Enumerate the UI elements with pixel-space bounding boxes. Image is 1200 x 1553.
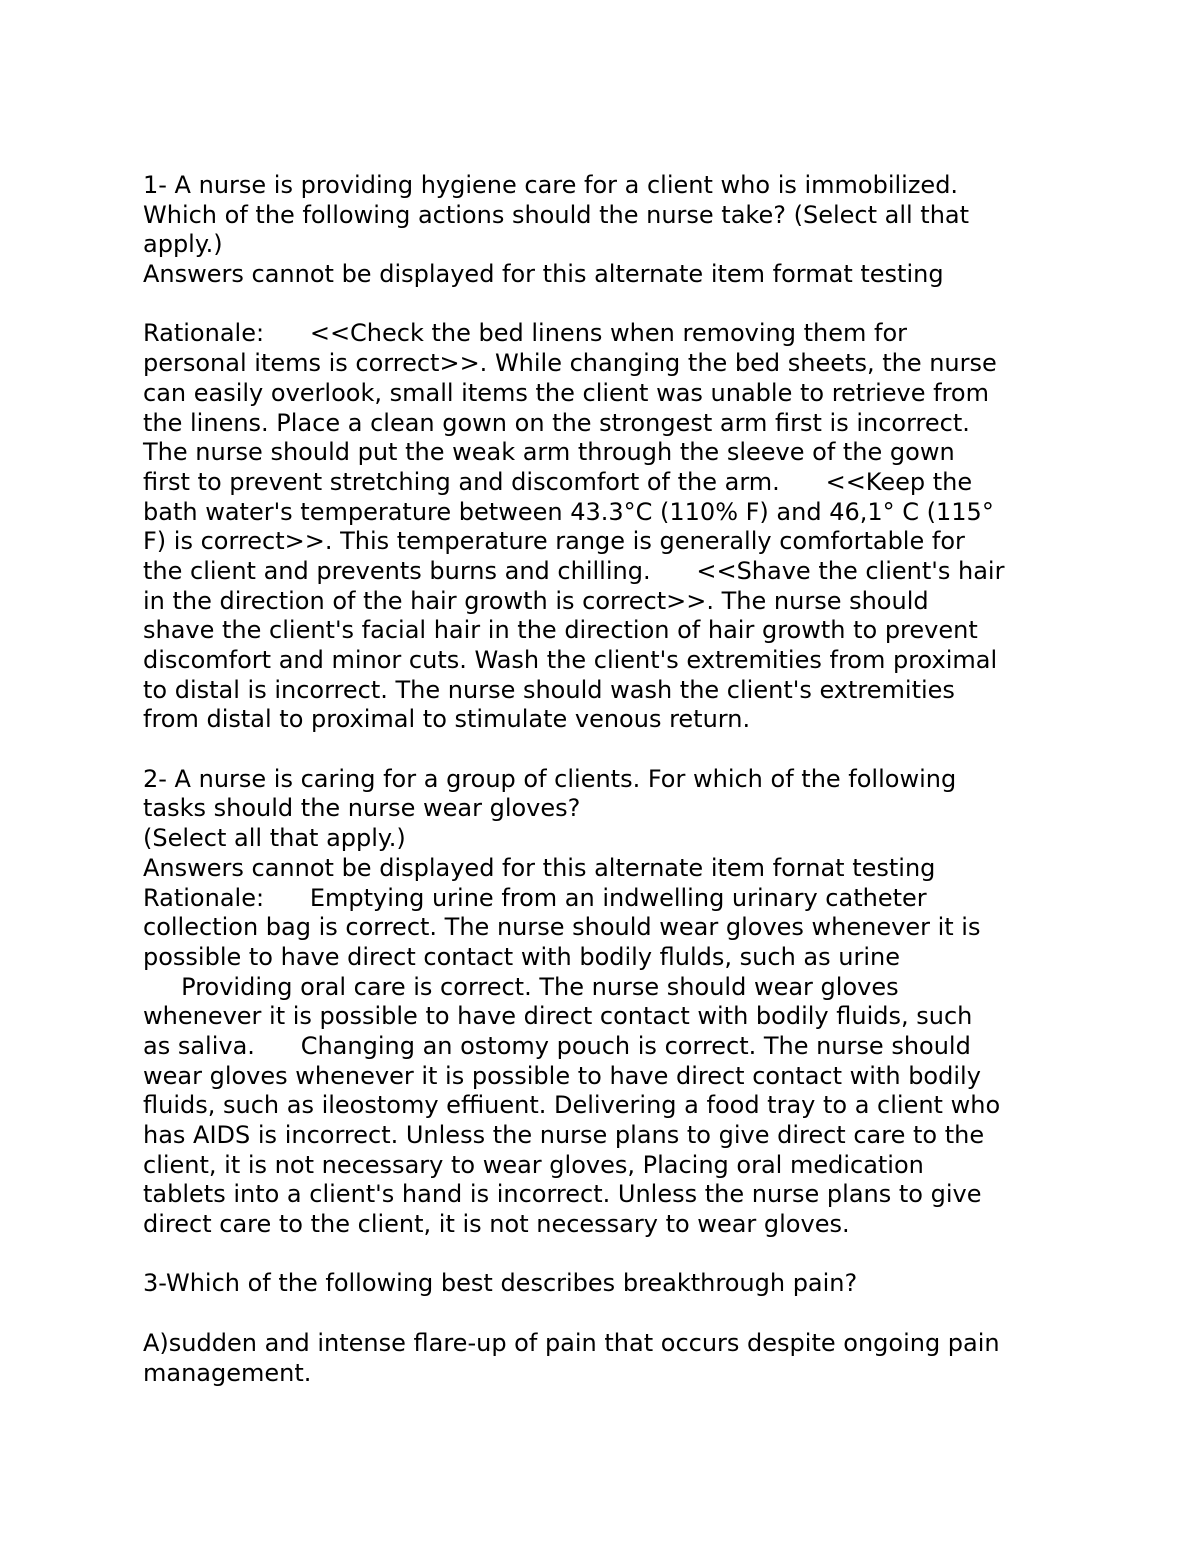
question-3-line: 3-Which of the following best describes breakthrough pain? xyxy=(143,1269,858,1298)
rationale-2-line: client, it is not necessary to wear gloves, Placing oral medication xyxy=(143,1150,924,1179)
question-3 xyxy=(143,1269,1068,1299)
paragraph-spacer xyxy=(143,1240,1068,1270)
rationale-1-line: the linens. Place a clean gown on the strongest arm first is incorrect. xyxy=(143,408,970,437)
paragraph-spacer xyxy=(143,735,1068,765)
rationale-1-line: from distal to proximal to stimulate venous return. xyxy=(143,705,751,734)
rationale-2-line: as saliva. Changing an ostomy pouch is correct. The nurse should xyxy=(143,1031,971,1060)
rationale-1-line: bath water's temperature between 43.3°C (110% F) and 46,1° C (115° xyxy=(143,497,994,526)
question-1-line: Which of the following actions should the nurse take? (Select all that xyxy=(143,200,970,229)
rationale-2-line: fluids, such as ileostomy effiuent. Delivering a food tray to a client who xyxy=(143,1091,1001,1120)
rationale-1-line: personal items is correct>>. While changing the bed sheets, the nurse xyxy=(143,349,997,378)
rationale-1-line: discomfort and minor cuts. Wash the client's extremities from proximal xyxy=(143,646,998,674)
question-1-line: apply.) xyxy=(143,230,223,259)
rationale-2-line: has AIDS is incorrect. Unless the nurse plans to give direct care to the xyxy=(143,1121,985,1149)
answer-option-a xyxy=(143,1329,1068,1388)
question-2 xyxy=(143,765,1068,1240)
rationale-2-line: Providing oral care is correct. The nurse should wear gloves xyxy=(143,972,899,1001)
paragraph-spacer xyxy=(143,1299,1068,1329)
rationale-2-line: tablets into a client's hand is incorrect. Unless the nurse plans to give xyxy=(143,1180,982,1209)
question-1 xyxy=(143,171,1068,290)
question-2-line: tasks should the nurse wear gloves? xyxy=(143,794,581,823)
paragraph-spacer xyxy=(143,290,1068,320)
rationale-1-line: Rationale: <<Check the bed linens when removing them for xyxy=(143,319,907,348)
question-2-line: (Select all that apply.) xyxy=(143,824,406,853)
question-1-line: 1- A nurse is providing hygiene care for a client who is immobilized. xyxy=(143,171,959,199)
rationale-2-line: Rationale: Emptying urine from an indwelling urinary catheter xyxy=(143,883,927,912)
rationale-2-line: whenever it is possible to have direct contact with bodily fluids, such xyxy=(143,1002,973,1031)
rationale-1-line: F) is correct>>. This temperature range is generally comfortable for xyxy=(143,527,965,556)
question-1-answer-note: Answers cannot be displayed for this alternate item format testing xyxy=(143,260,944,289)
rationale-1-line: shave the client's facial hair in the direction of hair growth to prevent xyxy=(143,616,978,645)
question-2-line: 2- A nurse is caring for a group of clients. For which of the following xyxy=(143,764,957,793)
rationale-1-line: The nurse should put the weak arm through the sleeve of the gown xyxy=(143,438,955,467)
answer-option-a-line: A)sudden and intense flare-up of pain that occurs despite ongoing pain xyxy=(143,1328,1000,1357)
document-body xyxy=(143,171,1068,1388)
rationale-1-line: the client and prevents burns and chilling. <<Shave the client's hair xyxy=(143,556,1005,585)
answer-option-a-line: management. xyxy=(143,1358,312,1387)
rationale-2-line: wear gloves whenever it is possible to have direct contact with bodily xyxy=(143,1061,981,1090)
question-2-answer-note: Answers cannot be displayed for this alternate item fornat testing xyxy=(143,853,936,882)
rationale-2-line: possible to have direct contact with bodily flulds, such as urine xyxy=(143,942,900,971)
rationale-1 xyxy=(143,319,1068,735)
rationale-2-line: collection bag is correct. The nurse should wear gloves whenever it is xyxy=(143,913,981,942)
rationale-1-line: in the direction of the hair growth is correct>>. The nurse should xyxy=(143,586,929,615)
rationale-2-line: direct care to the client, it is not necessary to wear gloves. xyxy=(143,1210,850,1239)
rationale-1-line: to distal is incorrect. The nurse should wash the client's extremities xyxy=(143,675,955,704)
rationale-1-line: first to prevent stretching and discomfort of the arm. <<Keep the xyxy=(143,467,973,496)
rationale-1-line: can easily overlook, small items the client was unable to retrieve from xyxy=(143,378,989,407)
